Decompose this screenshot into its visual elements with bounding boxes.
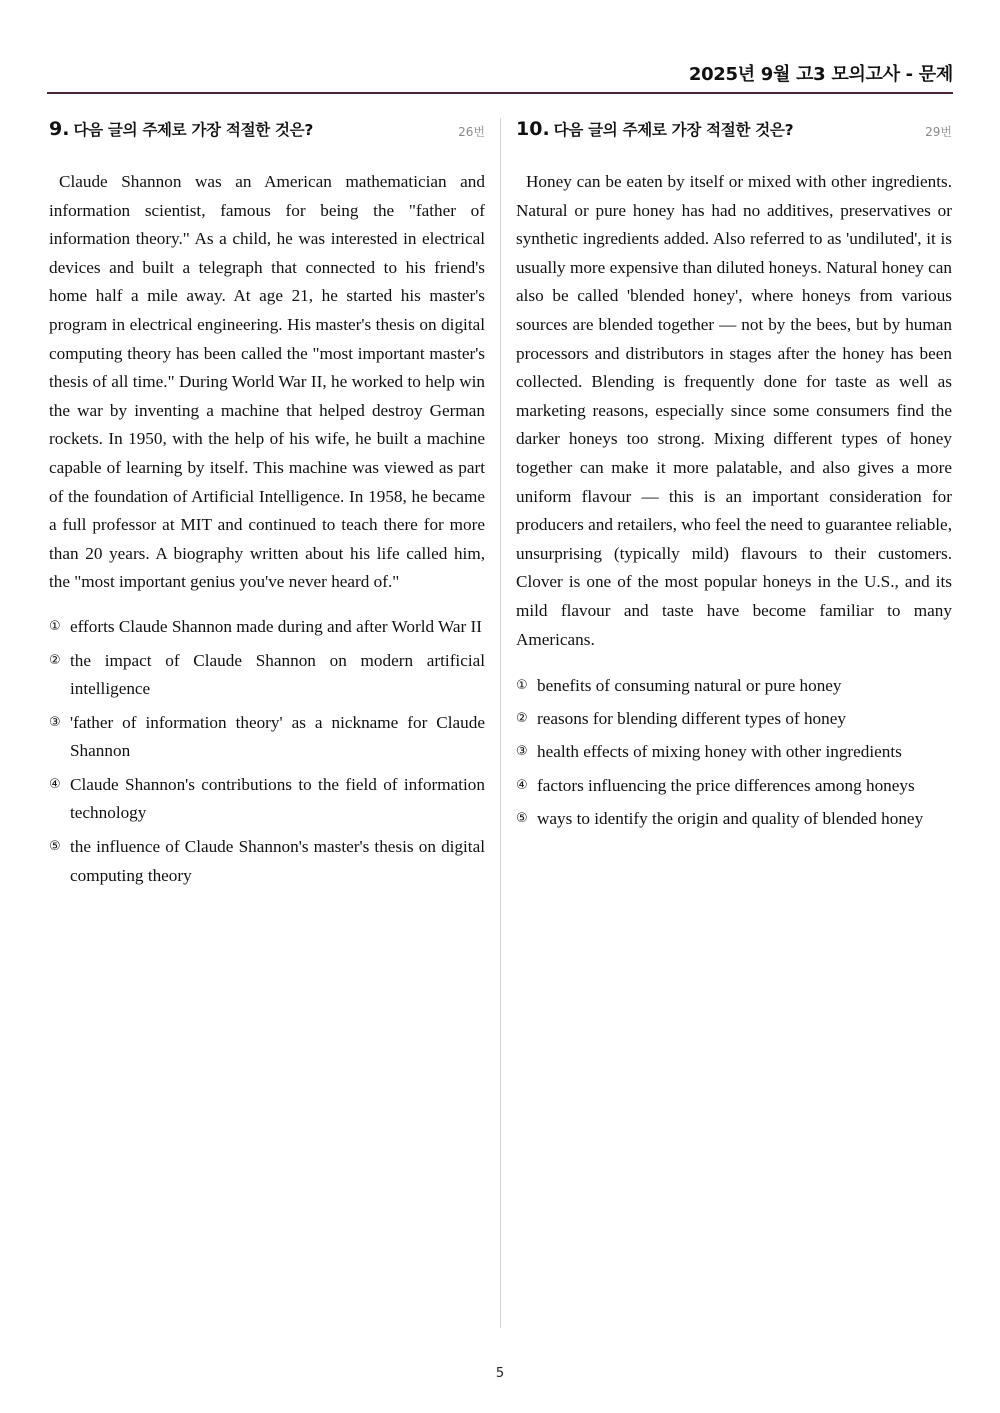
choice-marker: ③ <box>516 744 528 760</box>
choice-text: efforts Claude Shannon made during and after World War II <box>70 616 483 636</box>
choice-marker: ④ <box>516 777 528 793</box>
question-prompt: 다음 글의 주제로 가장 적절한 것은? <box>73 121 314 139</box>
page-number: 5 <box>495 1366 505 1381</box>
choice-text: health effects of mixing honey with other ingredients <box>537 742 902 762</box>
reading-passage: Claude Shannon was an American mathematician and information scientist, famous for being the "father of information theory." As a child, he was interested in electrical devices and built a telegraph that connected to his friend's home half a mile away. At age 21, he started his master's program in electrical engineering. His master's thesis on digital computing theory has been called the "most important master's thesis of all time." During World War II, he worked to help win the war by inventing a machine that helped destroy German rockets. In 1950, with the help of his wife, he built a machine capable of learning by itself. This machine was viewed as part of the foundation of Artificial Intelligence. In 1958, he became a full professor at MIT and continued to teach there for more than 20 years. A biography written about his life called him, the "most important genius you've never heard of." <box>49 172 485 592</box>
question-9 <box>49 118 485 895</box>
question-header <box>516 118 952 146</box>
choice-text: 'father of information theory' as a nickname for Claude Shannon <box>70 712 485 761</box>
answer-choice-1[interactable] <box>49 613 485 642</box>
question-number: 10. <box>516 118 550 140</box>
choice-marker: ① <box>49 618 61 634</box>
exam-title: 2025년 9월 고3 모의고사 - 문제 <box>688 64 953 85</box>
choice-marker: ③ <box>49 714 61 730</box>
answer-choice-5[interactable] <box>516 805 952 834</box>
answer-choice-3[interactable] <box>49 709 485 766</box>
choice-marker: ② <box>49 652 61 668</box>
answer-choice-3[interactable] <box>516 738 952 767</box>
answer-choice-4[interactable] <box>49 771 485 828</box>
page-header <box>47 58 953 94</box>
question-10 <box>516 118 952 838</box>
choice-text: the impact of Claude Shannon on modern artificial intelligence <box>70 650 485 699</box>
choice-text: factors influencing the price differences among honeys <box>537 775 915 795</box>
question-prompt: 다음 글의 주제로 가장 적절한 것은? <box>553 121 794 139</box>
choice-marker: ⑤ <box>516 810 528 826</box>
choice-text: the influence of Claude Shannon's master's thesis on digital computing theory <box>70 837 485 885</box>
source-reference: 29번 <box>925 125 952 139</box>
choice-marker: ⑤ <box>49 839 61 855</box>
choice-text: ways to identify the origin and quality of blended honey <box>537 808 924 828</box>
choice-marker: ② <box>516 711 528 727</box>
column-divider <box>500 118 501 1328</box>
choice-text: reasons for blending different types of honey <box>537 709 846 729</box>
question-header <box>49 118 485 146</box>
choice-marker: ① <box>516 678 528 694</box>
answer-choice-1[interactable] <box>516 672 952 701</box>
answer-choice-5[interactable] <box>49 833 485 890</box>
answer-choice-4[interactable] <box>516 772 952 801</box>
answer-choices <box>516 672 952 833</box>
answer-choices <box>49 613 485 890</box>
choice-text: Claude Shannon's contributions to the field of information technology <box>70 774 485 823</box>
question-number: 9. <box>49 118 70 140</box>
source-reference: 26번 <box>458 125 485 139</box>
choice-text: benefits of consuming natural or pure honey <box>537 676 842 696</box>
reading-passage: Honey can be eaten by itself or mixed with other ingredients. Natural or pure honey has had no additives, preservatives or synthetic ingredients added. Also referred to as 'undiluted', it is usually more expensive than diluted honeys. Natural honey can also be called 'blended honey', where honeys from various sources are blended together — not by the bees, but by human processors and distributors in stages after the honey has been collected. Blending is frequently done for taste as well as marketing reasons, especially since some consumers find the darker honeys too strong. Mixing different types of honey together can make it more palatable, and also gives a more uniform flavour — this is an important consideration for producers and retailers, who feel the need to guarantee reliable, unsurprising (typically mild) flavours to their customers. Clover is one of the most popular honeys in the U.S., and its mild flavour and taste have become familiar to many Americans. <box>516 172 952 649</box>
answer-choice-2[interactable] <box>49 647 485 704</box>
answer-choice-2[interactable] <box>516 705 952 734</box>
choice-marker: ④ <box>49 776 61 792</box>
